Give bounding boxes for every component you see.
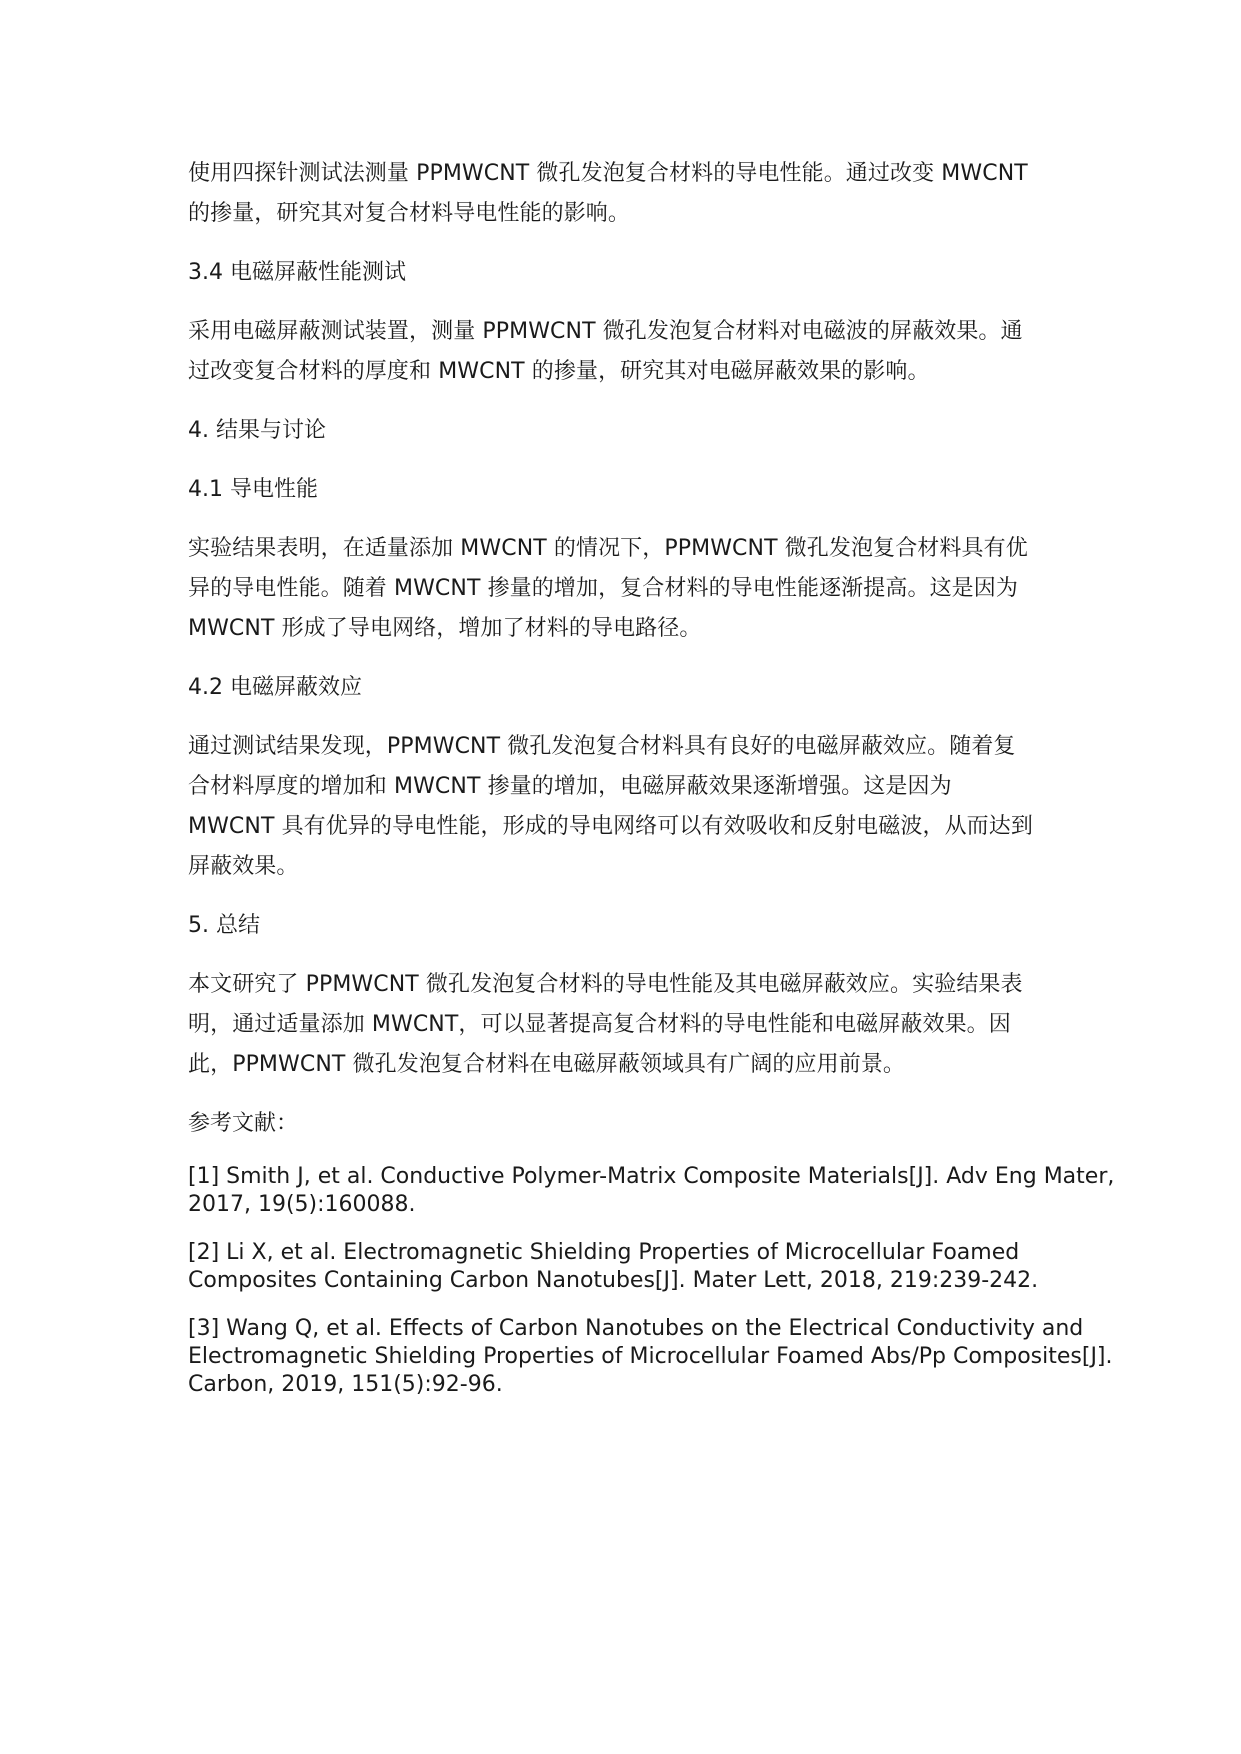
text-line: [2] Li X, et al. Electromagnetic Shielding Properties of Microcellular Foamed: [188, 1240, 1020, 1265]
text-line: 2017, 19(5):160088.: [188, 1192, 416, 1217]
text-line: 实验结果表明，在适量添加 MWCNT 的情况下，PPMWCNT 微孔发泡复合材料具有优: [188, 536, 1028, 561]
reference-item: [188, 1315, 1113, 1399]
text-line: [1] Smith J, et al. Conductive Polymer-Matrix Composite Materials[J]. Adv Eng Mater,: [188, 1164, 1115, 1189]
references-list: [188, 1163, 1115, 1399]
text-line: Composites Containing Carbon Nanotubes[J]. Mater Lett, 2018, 219:239-242.: [188, 1268, 1039, 1293]
text-line: 采用电磁屏蔽测试装置，测量 PPMWCNT 微孔发泡复合材料对电磁波的屏蔽效果。通: [188, 319, 1023, 344]
text-line: 使用四探针测试法测量 PPMWCNT 微孔发泡复合材料的导电性能。通过改变 MWCNT: [188, 161, 1028, 186]
text-line: 此，PPMWCNT 微孔发泡复合材料在电磁屏蔽领域具有广阔的应用前景。: [188, 1052, 906, 1077]
text-line: 明，通过适量添加 MWCNT，可以显著提高复合材料的导电性能和电磁屏蔽效果。因: [188, 1012, 1011, 1037]
paragraph-emi-test-method: [188, 312, 1060, 392]
document-page: [188, 154, 1115, 1419]
heading-4-1: 4.1 导电性能: [188, 477, 318, 502]
paragraph-emi-results: [188, 727, 1060, 887]
paragraph-conductivity-results: [188, 529, 1060, 649]
text-line: Electromagnetic Shielding Properties of Microcellular Foamed Abs/Pp Composites[J].: [188, 1344, 1113, 1369]
paragraph-summary: [188, 965, 1060, 1085]
heading-3-4: 3.4 电磁屏蔽性能测试: [188, 260, 406, 285]
text-line: 异的导电性能。随着 MWCNT 掺量的增加，复合材料的导电性能逐渐提高。这是因为: [188, 576, 1018, 601]
references-title: 参考文献：: [188, 1111, 299, 1136]
text-line: 通过测试结果发现，PPMWCNT 微孔发泡复合材料具有良好的电磁屏蔽效应。随着复: [188, 734, 1016, 759]
paragraph-conductivity-method: [188, 154, 1060, 234]
text-line: 屏蔽效果。: [188, 854, 299, 879]
text-line: MWCNT 形成了导电网络，增加了材料的导电路径。: [188, 616, 702, 641]
reference-item: [188, 1239, 1060, 1295]
text-line: 的掺量，研究其对复合材料导电性能的影响。: [188, 201, 631, 226]
reference-item: [188, 1163, 1115, 1219]
heading-5: 5. 总结: [188, 913, 260, 938]
text-line: MWCNT 具有优异的导电性能，形成的导电网络可以有效吸收和反射电磁波，从而达到: [188, 814, 1033, 839]
text-line: [3] Wang Q, et al. Effects of Carbon Nanotubes on the Electrical Conductivity and: [188, 1316, 1084, 1341]
text-line: 合材料厚度的增加和 MWCNT 掺量的增加，电磁屏蔽效果逐渐增强。这是因为: [188, 774, 952, 799]
heading-4-2: 4.2 电磁屏蔽效应: [188, 675, 362, 700]
text-line: Carbon, 2019, 151(5):92-96.: [188, 1372, 503, 1397]
heading-4: 4. 结果与讨论: [188, 418, 326, 443]
text-line: 本文研究了 PPMWCNT 微孔发泡复合材料的导电性能及其电磁屏蔽效应。实验结果表: [188, 972, 1023, 997]
text-line: 过改变复合材料的厚度和 MWCNT 的掺量，研究其对电磁屏蔽效果的影响。: [188, 359, 930, 384]
